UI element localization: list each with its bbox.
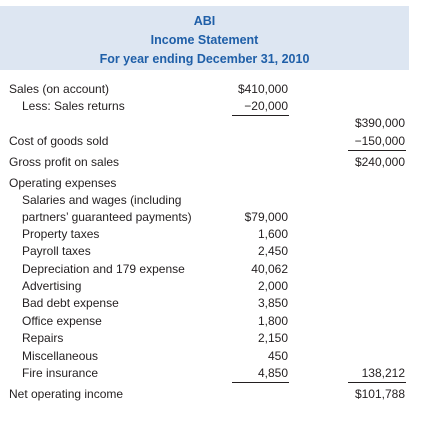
advertising-value: 2,000	[257, 279, 288, 293]
miscellaneous-value: 450	[267, 349, 288, 363]
salaries-label-line2: partners’ guaranteed payments)	[22, 210, 192, 224]
sales-value: $410,000	[237, 82, 288, 96]
net-sales-value: $390,000	[354, 116, 405, 130]
company-name: ABI	[193, 14, 216, 28]
statement-title: Income Statement	[150, 33, 259, 47]
depreciation-value: 40,062	[251, 262, 288, 276]
cogs-label: Cost of goods sold	[9, 134, 109, 148]
gross-profit-value: $240,000	[354, 155, 405, 169]
repairs-value: 2,150	[257, 331, 288, 345]
repairs-label: Repairs	[22, 331, 64, 345]
depreciation-label: Depreciation and 179 expense	[22, 262, 185, 276]
sales-returns-value: −20,000	[244, 99, 288, 113]
miscellaneous-label: Miscellaneous	[22, 349, 99, 363]
property-taxes-value: 1,600	[257, 227, 288, 241]
fire-insurance-label: Fire insurance	[22, 366, 99, 380]
payroll-taxes-label: Payroll taxes	[22, 244, 91, 258]
gross-profit-label: Gross profit on sales	[9, 155, 120, 169]
sales-returns-label: Less: Sales returns	[22, 99, 125, 113]
cogs-underline	[348, 150, 406, 151]
payroll-taxes-value: 2,450	[257, 244, 288, 258]
bad-debt-value: 3,850	[257, 296, 288, 310]
net-operating-income-value: $101,788	[354, 387, 405, 401]
salaries-label-line1: Salaries and wages (including	[22, 193, 182, 207]
property-taxes-label: Property taxes	[22, 227, 100, 241]
office-expense-value: 1,800	[257, 314, 288, 328]
statement-period: For year ending December 31, 2010	[99, 52, 310, 66]
total-operating-expenses-value: 138,212	[361, 366, 405, 380]
bad-debt-label: Bad debt expense	[22, 296, 119, 310]
office-expense-label: Office expense	[22, 314, 102, 328]
net-operating-income-label: Net operating income	[9, 387, 124, 401]
fire-insurance-value: 4,850	[257, 366, 288, 380]
operating-expenses-label: Operating expenses	[9, 176, 117, 190]
sales-label: Sales (on account)	[9, 82, 110, 96]
salaries-value: $79,000	[244, 210, 288, 224]
fire-insurance-underline	[232, 382, 289, 383]
total-operating-expenses-underline	[348, 382, 406, 383]
advertising-label: Advertising	[22, 279, 82, 293]
sales-returns-underline	[232, 115, 289, 116]
cogs-value: −150,000	[354, 134, 405, 148]
